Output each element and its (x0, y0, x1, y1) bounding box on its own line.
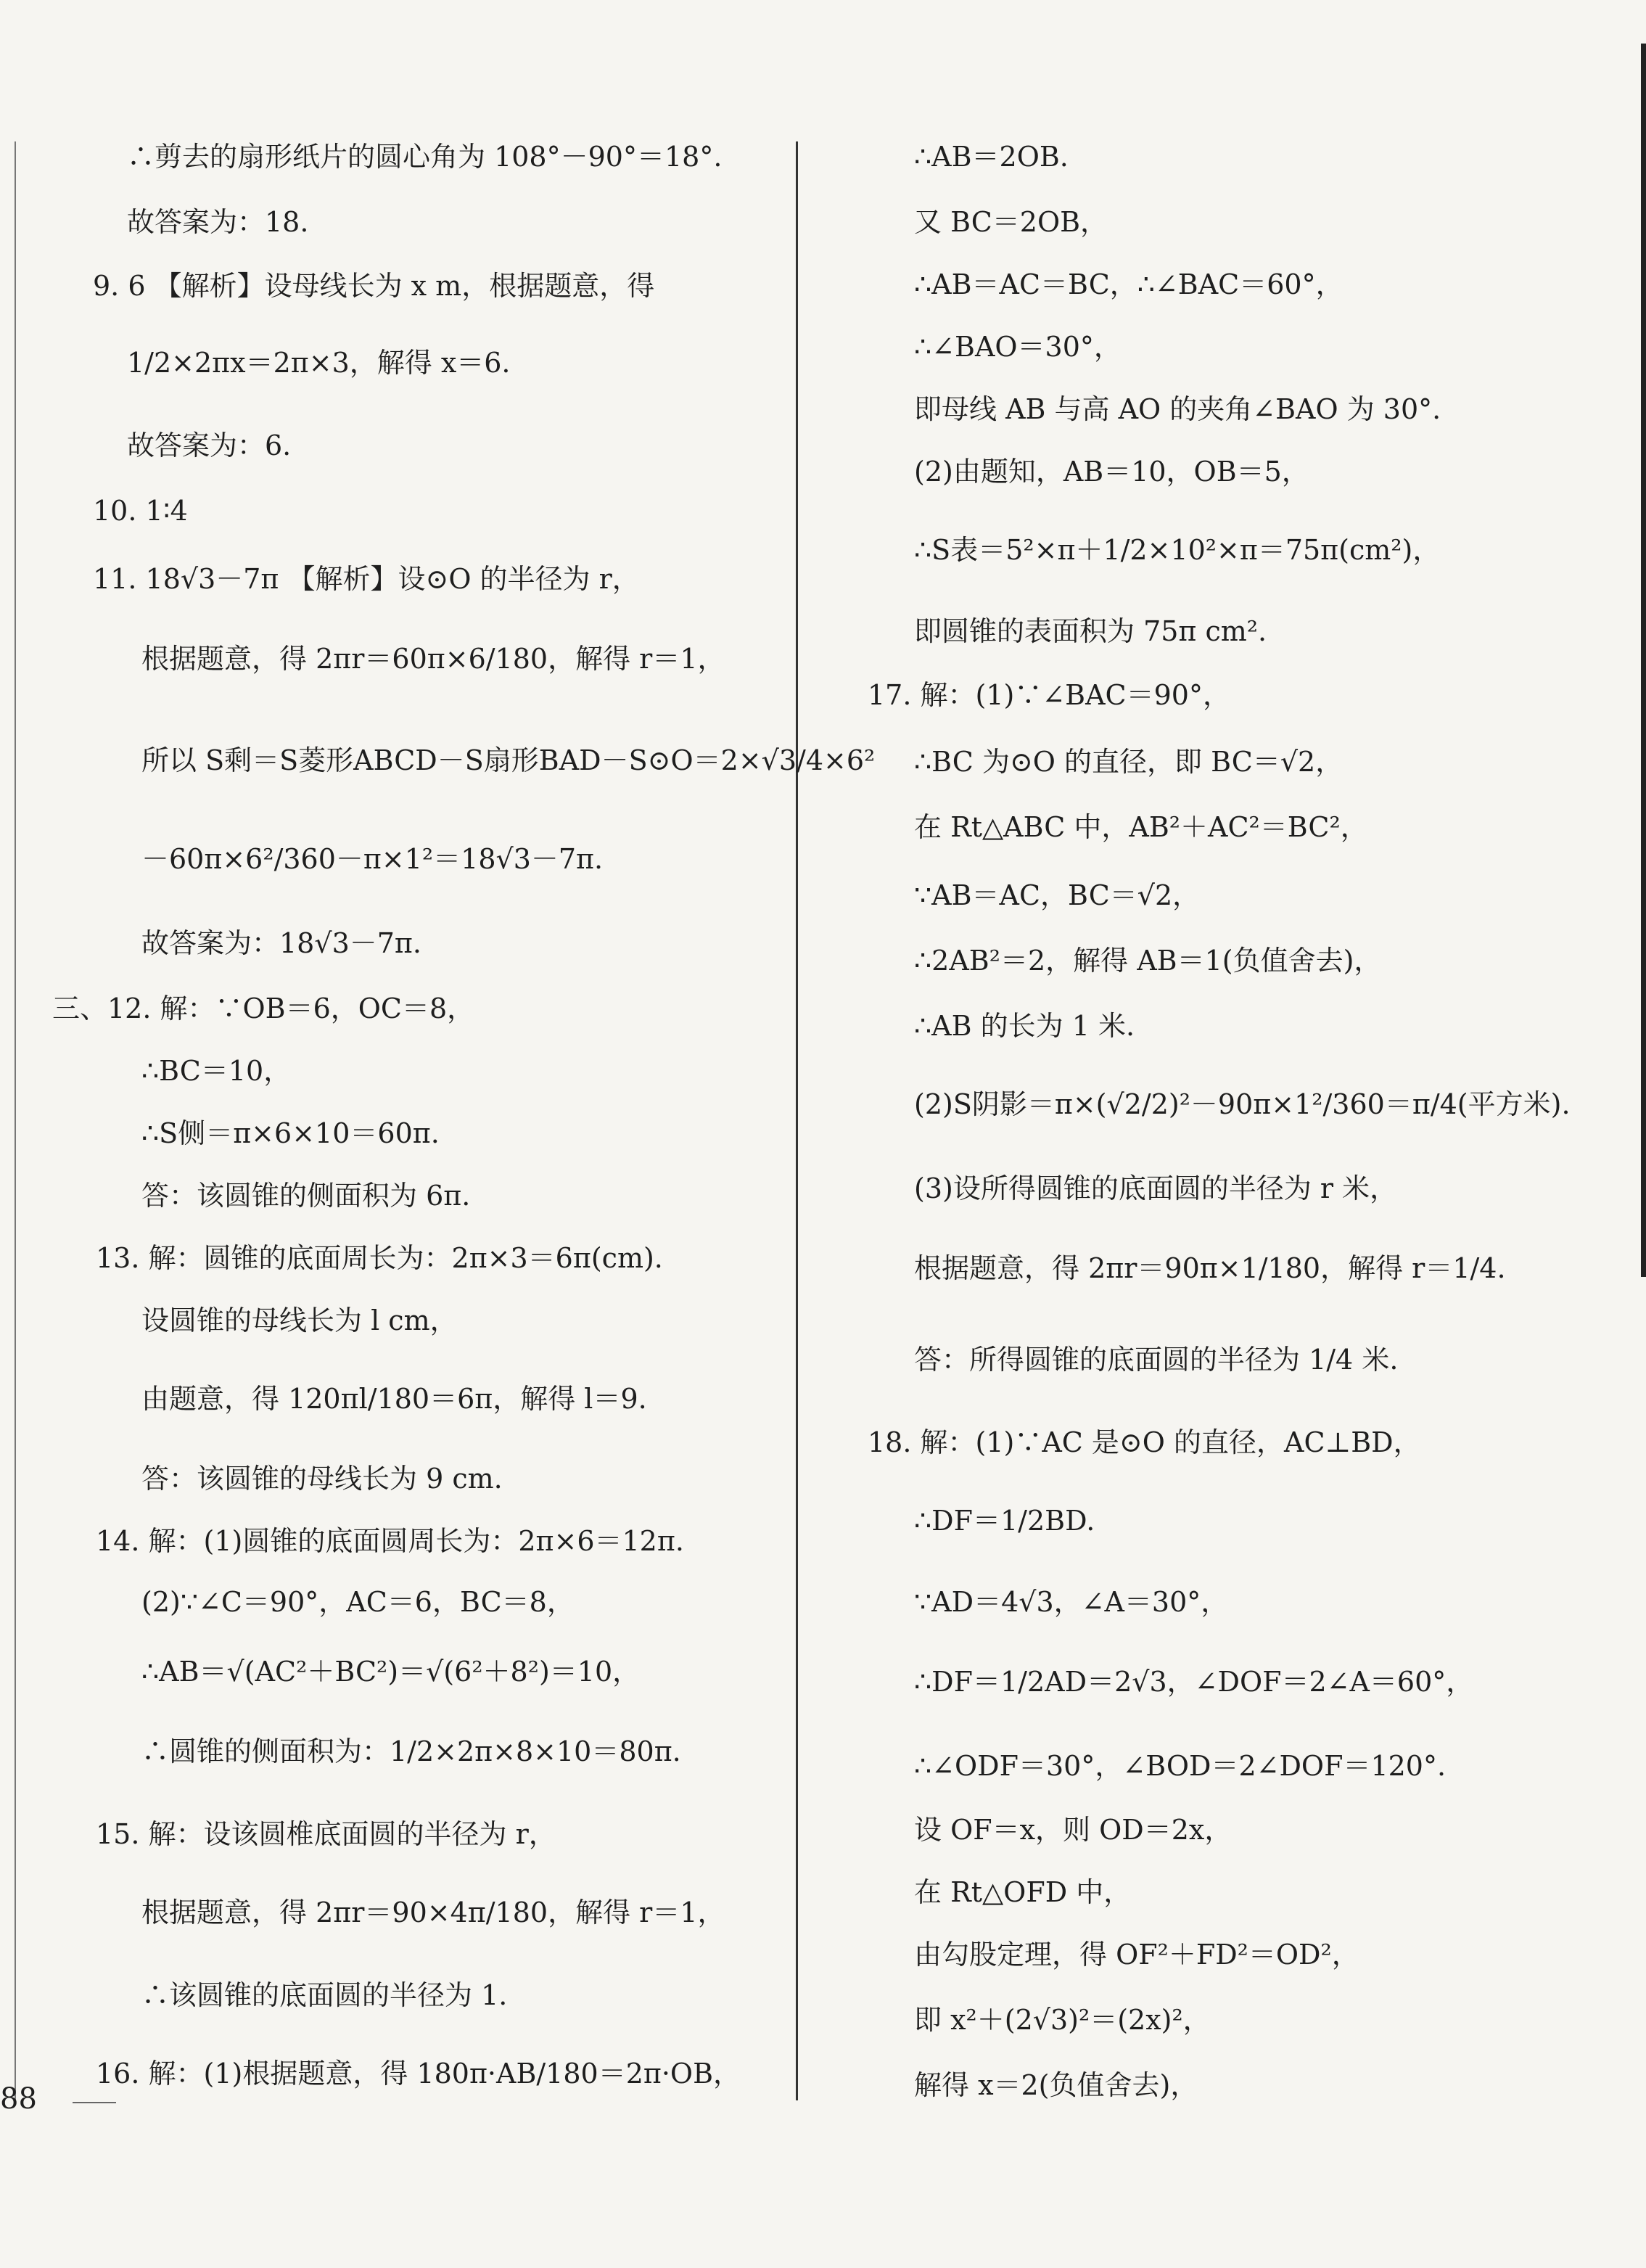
text-line: ∴圆锥的侧面积为：1/2×2π×8×10＝80π. (141, 1735, 681, 1767)
text-line: 即圆锥的表面积为 75π cm². (914, 615, 1267, 647)
right-column (798, 0, 1581, 2268)
page-number-dash (73, 2102, 116, 2103)
text-line: 由勾股定理，得 OF²＋FD²＝OD²， (914, 1939, 1359, 1971)
text-line: 根据题意，得 2πr＝90×4π/180，解得 r＝1， (141, 1897, 725, 1928)
text-line: 18. 解：(1)∵AC 是⊙O 的直径，AC⊥BD， (868, 1426, 1421, 1458)
text-line: 即母线 AB 与高 AO 的夹角∠BAO 为 30°. (914, 393, 1441, 425)
text-line: 在 Rt△OFD 中， (914, 1876, 1132, 1908)
text-line: 解得 x＝2(负值舍去)， (914, 2069, 1198, 2101)
text-line: (3)设所得圆锥的底面圆的半径为 r 米， (914, 1172, 1398, 1204)
page-edge-shadow (1641, 44, 1646, 1277)
text-line: ∴BC＝10， (141, 1055, 292, 1087)
text-line: 答：该圆锥的侧面积为 6π. (141, 1180, 471, 1212)
text-line: 答：该圆锥的母线长为 9 cm. (141, 1463, 503, 1495)
text-line: 由题意，得 120πl/180＝6π，解得 l＝9. (141, 1383, 647, 1415)
text-line: 又 BC＝2OB， (914, 206, 1108, 238)
text-line: ∴2AB²＝2，解得 AB＝1(负值舍去)， (914, 945, 1382, 977)
text-line: 设 OF＝x，则 OD＝2x， (914, 1814, 1233, 1846)
text-line: ∴剪去的扇形纸片的圆心角为 108°－90°＝18°. (127, 141, 723, 173)
text-line: ∵AD＝4√3，∠A＝30°， (914, 1586, 1229, 1618)
text-line: 设圆锥的母线长为 l cm， (141, 1304, 458, 1336)
text-line: 所以 S剩＝S菱形ABCD－S扇形BAD－S⊙O＝2×√3/4×6² (141, 744, 876, 776)
text-line: 17. 解：(1)∵∠BAC＝90°， (868, 679, 1230, 711)
text-line: (2)S阴影＝π×(√2/2)²－90π×1²/360＝π/4(平方米). (914, 1088, 1571, 1120)
text-line: 13. 解：圆锥的底面周长为：2π×3＝6π(cm). (96, 1242, 663, 1274)
text-line: 故答案为：18. (127, 206, 309, 238)
text-line: 三、12. 解：∵OB＝6，OC＝8， (52, 993, 475, 1024)
text-line: ∵AB＝AC，BC＝√2， (914, 879, 1201, 911)
text-line: ∴AB＝AC＝BC，∴∠BAC＝60°， (914, 268, 1343, 300)
text-line: ∴AB＝√(AC²＋BC²)＝√(6²＋8²)＝10， (141, 1656, 641, 1688)
text-line: ∴BC 为⊙O 的直径，即 BC＝√2， (914, 746, 1343, 778)
text-line: 答：所得圆锥的底面圆的半径为 1/4 米. (914, 1344, 1399, 1376)
text-line: ∴AB 的长为 1 米. (914, 1010, 1135, 1042)
text-line: ∴DF＝1/2BD. (914, 1505, 1095, 1537)
text-line: ∴∠ODF＝30°，∠BOD＝2∠DOF＝120°. (914, 1750, 1447, 1782)
text-line: (2)∵∠C＝90°，AC＝6，BC＝8， (141, 1586, 575, 1618)
text-line: －60π×6²/360－π×1²＝18√3－7π. (141, 843, 604, 875)
text-line: 16. 解：(1)根据题意，得 180π·AB/180＝2π·OB， (96, 2058, 741, 2090)
text-line: 即 x²＋(2√3)²＝(2x)²， (914, 2004, 1211, 2036)
text-line: ∴S表＝5²×π＋1/2×10²×π＝75π(cm²)， (914, 534, 1441, 566)
page-number: 88 (0, 2082, 37, 2116)
text-line: ∴该圆锥的底面圆的半径为 1. (141, 1979, 508, 2011)
text-line: 15. 解：设该圆椎底面圆的半径为 r， (96, 1818, 556, 1850)
text-line: ∴AB＝2OB. (914, 141, 1069, 173)
text-line: 1/2×2πx＝2π×3，解得 x＝6. (127, 347, 511, 379)
text-line: 11. 18√3－7π 【解析】设⊙O 的半径为 r， (93, 563, 640, 595)
text-line: ∴S侧＝π×6×10＝60π. (141, 1117, 440, 1149)
text-line: 故答案为：18√3－7π. (141, 927, 421, 959)
text-line: 14. 解：(1)圆锥的底面圆周长为：2π×6＝12π. (96, 1525, 684, 1557)
text-line: ∴DF＝1/2AD＝2√3，∠DOF＝2∠A＝60°， (914, 1666, 1474, 1698)
text-line: 在 Rt△ABC 中，AB²＋AC²＝BC²， (914, 811, 1368, 843)
text-line: (2)由题知，AB＝10，OB＝5， (914, 456, 1309, 488)
text-line: ∴∠BAO＝30°， (914, 331, 1122, 363)
text-line: 10. 1∶4 (93, 495, 188, 527)
text-line: 9. 6 【解析】设母线长为 x m，根据题意，得 (93, 270, 655, 302)
text-line: 根据题意，得 2πr＝90π×1/180，解得 r＝1/4. (914, 1252, 1506, 1284)
text-line: 根据题意，得 2πr＝60π×6/180，解得 r＝1， (141, 643, 725, 675)
text-line: 故答案为：6. (127, 430, 292, 461)
